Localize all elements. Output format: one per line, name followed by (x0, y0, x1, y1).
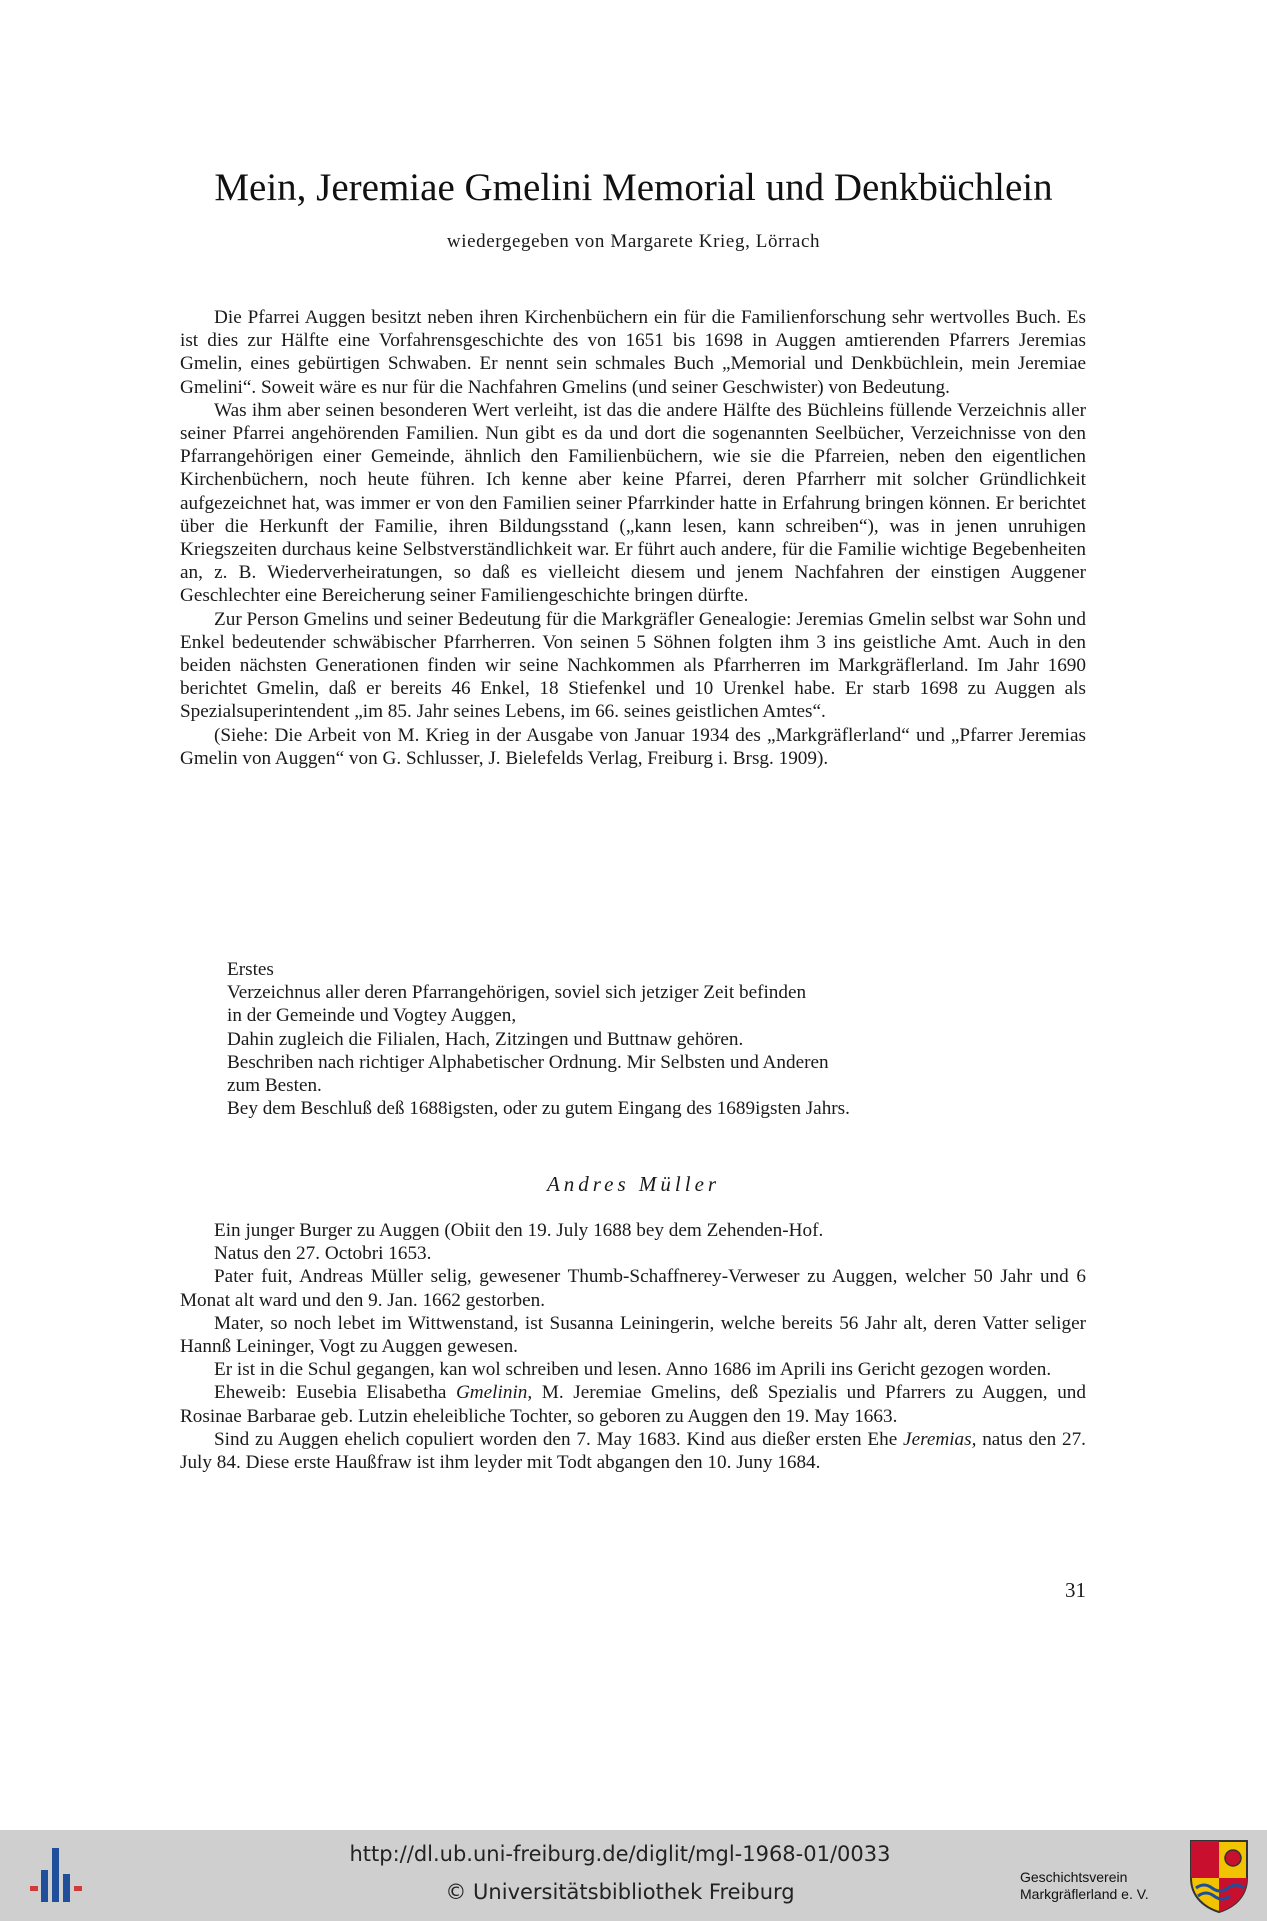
quote-line: Erstes (227, 959, 274, 980)
paragraph: Ein junger Burger zu Auggen (Obiit den 19. July 1688 bey dem Zehenden-Hof. (214, 1220, 824, 1241)
paragraph: Mater, so noch lebet im Wittwenstand, ist Susanna Leiningerin, welche bereits 56 Jahr alt, deren Vatter seliger Hannß Leininger, Vogt zu Auggen gewesen. (180, 1312, 1086, 1358)
paragraph: Er ist in die Schul gegangen, kan wol schreiben und lesen. Anno 1686 im Aprili ins Gericht gezogen worden. (214, 1359, 1052, 1381)
society-line: Markgräflerland e. V. (1020, 1886, 1149, 1902)
paragraph: Zur Person Gmelins und seiner Bedeutung für die Markgräfler Genealogie: Jeremias Gmelin selbst war Sohn und Enkel bedeutender schwäbischer Pfarrherren. Von seinen 5 Söhnen folgten ihm 3 ins geistliche Amt. Auch in den beiden nächsten Generationen finden wir seine Nachkommen als Pfarrherren im Markgräflerland. Im Jahr 1690 berichtet Gmelin, daß er bereits 46 Enkel, 18 Stiefenkel und 10 Urenkel habe. Er starb 1698 zu Auggen als Spezialsuperintendent „im 85. Jahr seines Lebens, im 66. seines geistlichen Amtes“. (180, 608, 1086, 723)
text-run: M. Jeremiae Gmelins, deß Spezialis und Pfarrers zu Auggen, und Rosinae Barbarae geb. Lutzin eheleibliche Tochter, so geboren zu Auggen den 19. May 1663. (180, 1382, 1086, 1427)
page-number: 31 (1065, 1578, 1086, 1602)
text-run: Sind zu Auggen ehelich copuliert worden den 7. May 1683. Kind aus dießer ersten Ehe (214, 1428, 904, 1450)
italic-name: Jeremias, (903, 1428, 977, 1450)
footer-bar (0, 1830, 1267, 1921)
heraldic-crest-icon (1188, 1838, 1250, 1914)
register-entry (180, 1219, 1086, 1474)
paragraph (180, 1428, 1086, 1474)
text-run: natus den 27. July 84. Diese erste Haußfraw ist ihm leyder mit Todt abgangen den 10. Juny 1684. (180, 1428, 1086, 1474)
paragraph: Natus den 27. Octobri 1653. (214, 1243, 432, 1265)
paragraph: Pater fuit, Andreas Müller selig, gewesener Thumb-Schaffnerey-Verweser zu Auggen, welcher 50 Jahr und 6 Monat alt ward und den 9. Jan. 1662 gestorben. (180, 1266, 1086, 1311)
italic-name: Gmelinin, (455, 1382, 533, 1404)
society-name (1020, 1869, 1180, 1903)
permalink-link[interactable]: http://dl.ub.uni-freiburg.de/diglit/mgl-1968-01/0033 (349, 1842, 891, 1866)
ub-freiburg-logo-icon (30, 1844, 82, 1906)
quote-line: zum Besten. (227, 1075, 322, 1097)
section-heading: Andres Müller (546, 1172, 721, 1196)
quote-line: Bey dem Beschluß deß 1688igsten, oder zu gutem Eingang des 1689igsten Jahrs. (227, 1098, 850, 1120)
quote-line: Verzeichnus aller deren Pfarrangehörigen, soviel sich jetziger Zeit befinden (227, 982, 807, 1004)
quote-line: in der Gemeinde und Vogtey Auggen, (227, 1005, 517, 1027)
copyright-text: © Universitätsbibliothek Freiburg (445, 1880, 795, 1904)
quoted-register-title (227, 958, 1057, 1120)
quote-line: Dahin zugleich die Filialen, Hach, Zitzingen und Buttnaw gehören. (227, 1028, 744, 1050)
intro-text (180, 306, 1086, 770)
paragraph: Was ihm aber seinen besonderen Wert verleiht, ist das die andere Hälfte des Büchleins füllende Verzeichnis aller seiner Pfarrei angehörenden Familien. Nun gibt es da und dort die sogenannten Seelbücher, Verzeichnisse von den Pfarrangehörigen einer Gemeinde, ähnlich den Familienbüchern, wie sie die Pfarreien, neben den eigentlichen Kirchenbüchern, noch heute führen. Ich kenne aber keine Pfarrei, deren Pfarrherr mit solcher Gründlichkeit aufgezeichnet hat, was immer er von den Familien seiner Pfarrkinder hatte in Erfahrung bringen können. Er berichtet über die Herkunft der Familie, ihren Bildungsstand („kann lesen, kann schreiben“), was in jenen unruhigen Kriegszeiten durchaus keine Selbstverständlichkeit war. Er führt auch andere, für die Familie wichtige Begebenheiten an, z. B. Wiederverheiratungen, so daß es vielleicht diesem und jenem Nachfahren der einstigen Auggener Geschlechter eine Bereicherung seiner Familiengeschichte bringen dürfte. (180, 399, 1086, 607)
quote-line: Beschriben nach richtiger Alphabetischer Ordnung. Mir Selbsten und Anderen (227, 1051, 829, 1073)
text-run: Eheweib: Eusebia Elisabetha (214, 1382, 456, 1404)
page-title: Mein, Jeremiae Gmelini Memorial und Denkbüchlein (214, 166, 1053, 209)
paragraph: (Siehe: Die Arbeit von M. Krieg in der Ausgabe von Januar 1934 des „Markgräflerland“ und „Pfarrer Jeremias Gmelin von Auggen“ von G. Schlusser, J. Bielefelds Verlag, Freiburg i. Brsg. 1909). (180, 724, 1086, 769)
society-line: Geschichtsverein (1020, 1869, 1128, 1885)
paragraph: Die Pfarrei Auggen besitzt neben ihren Kirchenbüchern ein für die Familienforschung sehr wertvolles Buch. Es ist dies zur Hälfte eine Vorfahrensgeschichte des von 1651 bis 1698 in Auggen amtierenden Pfarrers Jeremias Gmelin, eines gebürtigen Schwaben. Er nennt sein schmales Buch „Memorial und Denkbüchlein, mein Jeremiae Gmelini“. Soweit wäre es nur für die Nachfahren Gmelins (und seiner Geschwister) von Bedeutung. (180, 307, 1086, 398)
paragraph (180, 1381, 1086, 1427)
page-subtitle: wiedergegeben von Margarete Krieg, Lörrach (446, 231, 821, 252)
